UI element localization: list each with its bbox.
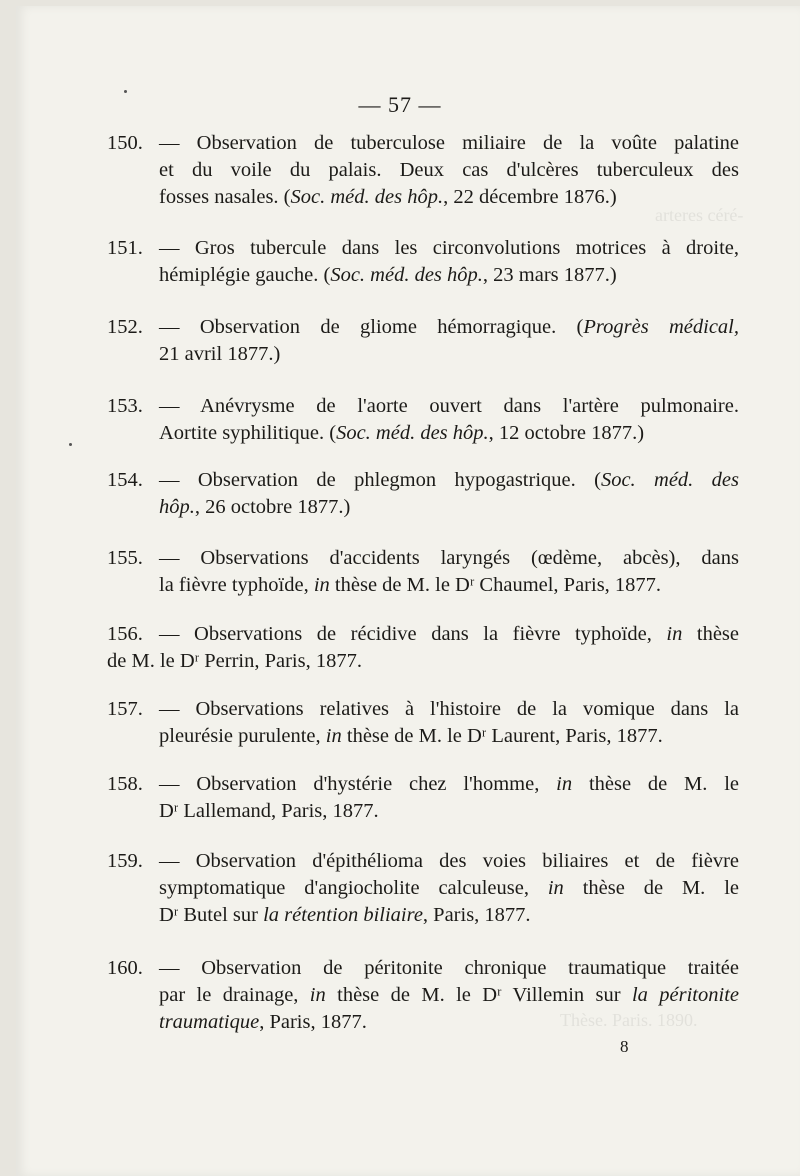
- entry-number: 154.: [107, 469, 143, 491]
- print-speck: [69, 443, 72, 446]
- entry-156: 156. — Observations de récidive dans la fièvre typhoïde, in thèse de M. le Dʳ Perrin, Paris, 1877.: [107, 623, 740, 672]
- bleed-through-text: arteres céré-: [655, 205, 744, 225]
- entry-154: 154. — Observation de phlegmon hypogastrique. (Soc. méd. des hôp., 26 octobre 1877.): [107, 469, 739, 518]
- entry-152: 152. — Observation de gliome hémorragique. (Progrès médical, 21 avril 1877.): [107, 316, 740, 365]
- entry-159: 159. — Observation d'épithélioma des voies biliaires et de fièvre symptomatique d'angiocholite calculeuse, in thèse de M. le Dʳ Butel sur la rétention biliaire, Paris, 1877.: [107, 850, 739, 926]
- page-number: — 57 —: [358, 92, 442, 117]
- entry-number: 155.: [107, 547, 143, 569]
- entry-151: 151. — Gros tubercule dans les circonvolutions motrices à droite, hémiplégie gauche. (Soc. méd. des hôp., 23 mars 1877.): [107, 237, 739, 286]
- entry-number: 158.: [107, 773, 143, 795]
- signature-mark: 8: [620, 1037, 629, 1056]
- entry-number: 159.: [107, 850, 143, 872]
- entry-number: 151.: [107, 237, 143, 259]
- entry-number: 156.: [107, 623, 143, 645]
- entry-158: 158. — Observation d'hystérie chez l'homme, in thèse de M. le Dʳ Lallemand, Paris, 1877.: [107, 773, 739, 822]
- entry-150: 150. — Observation de tuberculose miliaire de la voûte palatine et du voile du palais. Deux cas d'ulcères tuberculeux des fosses nasales. (Soc. méd. des hôp., 22 décembre 1876.): [107, 132, 739, 208]
- entry-number: 157.: [107, 698, 143, 720]
- entry-153: 153. — Anévrysme de l'aorte ouvert dans l'artère pulmonaire. Aortite syphilitique. (Soc. méd. des hôp., 12 octobre 1877.): [107, 395, 739, 444]
- entry-157: 157. — Observations relatives à l'histoire de la vomique dans la pleurésie purulente, in thèse de M. le Dʳ Laurent, Paris, 1877.: [107, 698, 739, 747]
- bleed-through-text: Thèse. Paris. 1890.: [560, 1010, 698, 1030]
- entry-160: 160. — Observation de péritonite chronique traumatique traitée par le drainage, in thèse de M. le Dʳ Villemin sur la péritonite traumatique, Paris, 1877.: [107, 957, 739, 1033]
- entry-number: 153.: [107, 395, 143, 417]
- entry-number: 160.: [107, 957, 143, 979]
- entry-number: 150.: [107, 132, 143, 154]
- entry-number: 152.: [107, 316, 143, 338]
- entry-155: 155. — Observations d'accidents laryngés (œdème, abcès), dans la fièvre typhoïde, in thèse de M. le Dʳ Chaumel, Paris, 1877.: [107, 547, 739, 596]
